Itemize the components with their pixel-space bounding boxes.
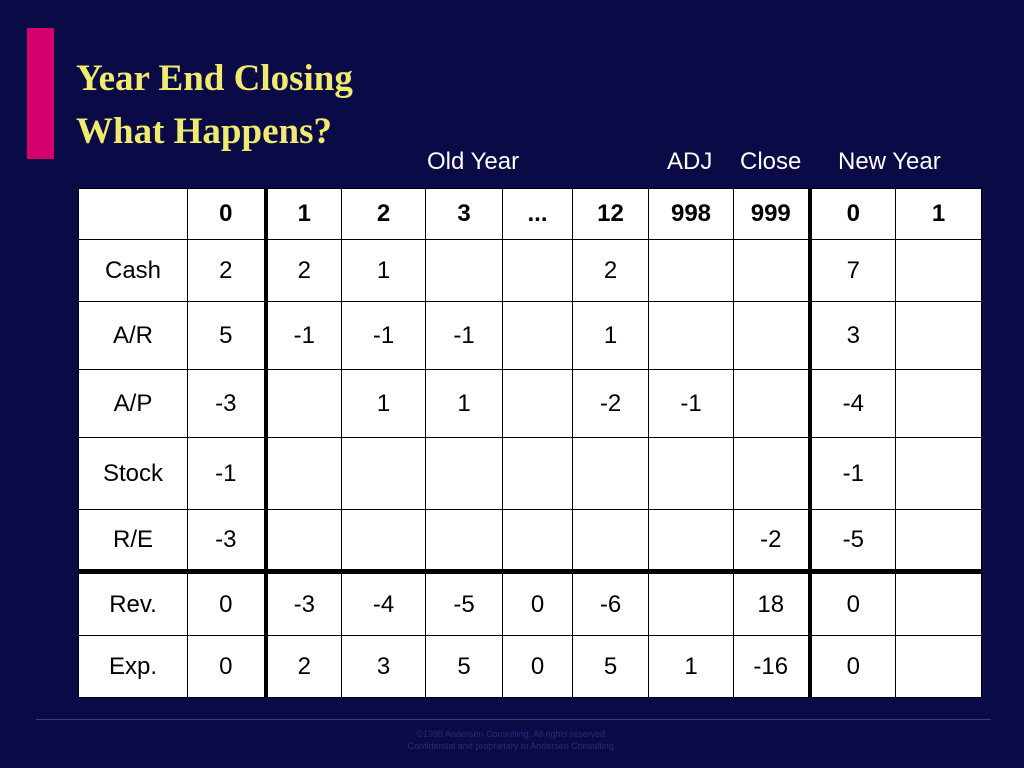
header-cell: 1 bbox=[266, 189, 342, 240]
footer-copyright: ©1998 Andersen Consulting. All rights reserved. bbox=[416, 729, 608, 739]
table-cell: -16 bbox=[734, 636, 810, 698]
table-cell bbox=[649, 572, 734, 636]
close-label: Close bbox=[740, 148, 802, 175]
table-row bbox=[79, 438, 982, 510]
table-cell bbox=[426, 510, 503, 572]
table-cell bbox=[503, 302, 573, 370]
table-cell bbox=[896, 438, 982, 510]
table-cell: -3 bbox=[188, 370, 266, 438]
table-cell: -2 bbox=[573, 370, 649, 438]
table-row bbox=[79, 510, 982, 572]
new-year-label: New Year bbox=[838, 148, 941, 175]
table-cell bbox=[342, 510, 426, 572]
table-cell: -4 bbox=[342, 572, 426, 636]
table-cell: -2 bbox=[734, 510, 810, 572]
table-cell: -4 bbox=[810, 370, 896, 438]
row-label: Exp. bbox=[79, 636, 188, 698]
slide-title bbox=[76, 52, 353, 158]
table-cell: 3 bbox=[342, 636, 426, 698]
table-cell bbox=[734, 370, 810, 438]
row-label: A/R bbox=[79, 302, 188, 370]
table-cell bbox=[649, 240, 734, 302]
row-label: Stock bbox=[79, 438, 188, 510]
table-cell: 1 bbox=[426, 370, 503, 438]
adj-label: ADJ bbox=[667, 148, 713, 175]
accent-bar bbox=[27, 28, 54, 159]
table-cell bbox=[503, 510, 573, 572]
header-cell: 998 bbox=[649, 189, 734, 240]
table-cell bbox=[573, 510, 649, 572]
table-cell: 2 bbox=[573, 240, 649, 302]
table-cell bbox=[896, 302, 982, 370]
table-cell: 5 bbox=[426, 636, 503, 698]
table-cell: 0 bbox=[503, 572, 573, 636]
table-cell: 3 bbox=[810, 302, 896, 370]
row-label: Rev. bbox=[79, 572, 188, 636]
table-cell bbox=[503, 370, 573, 438]
table-cell: 0 bbox=[188, 572, 266, 636]
table-cell bbox=[734, 240, 810, 302]
header-row bbox=[79, 189, 982, 240]
table-cell: -1 bbox=[426, 302, 503, 370]
old-year-label: Old Year bbox=[427, 148, 520, 175]
header-cell bbox=[79, 189, 188, 240]
table-cell: 18 bbox=[734, 572, 810, 636]
table-cell bbox=[342, 438, 426, 510]
table-cell: -1 bbox=[810, 438, 896, 510]
header-cell: 0 bbox=[188, 189, 266, 240]
header-cell: 2 bbox=[342, 189, 426, 240]
table-cell: 1 bbox=[342, 240, 426, 302]
table-cell bbox=[896, 510, 982, 572]
table-cell: -1 bbox=[266, 302, 342, 370]
table-cell: 1 bbox=[573, 302, 649, 370]
table-cell bbox=[649, 510, 734, 572]
header-cell: 3 bbox=[426, 189, 503, 240]
table-cell: 2 bbox=[266, 636, 342, 698]
table-cell bbox=[896, 240, 982, 302]
table-cell: 2 bbox=[266, 240, 342, 302]
header-cell: 1 bbox=[896, 189, 982, 240]
table-cell: -5 bbox=[810, 510, 896, 572]
table-cell: -6 bbox=[573, 572, 649, 636]
table-cell bbox=[503, 438, 573, 510]
table-cell: 1 bbox=[342, 370, 426, 438]
table-cell bbox=[426, 240, 503, 302]
table-cell: 7 bbox=[810, 240, 896, 302]
row-label: R/E bbox=[79, 510, 188, 572]
table-cell: 0 bbox=[503, 636, 573, 698]
table-row bbox=[79, 240, 982, 302]
table-row bbox=[79, 572, 982, 636]
table-cell: -5 bbox=[426, 572, 503, 636]
table-cell: -3 bbox=[266, 572, 342, 636]
table-cell: 1 bbox=[649, 636, 734, 698]
table-cell bbox=[896, 370, 982, 438]
table-cell: 5 bbox=[573, 636, 649, 698]
table-cell bbox=[266, 438, 342, 510]
table-cell: 5 bbox=[188, 302, 266, 370]
header-cell: 0 bbox=[810, 189, 896, 240]
table-cell: 2 bbox=[188, 240, 266, 302]
table-row bbox=[79, 370, 982, 438]
title-line-1: Year End Closing bbox=[76, 58, 353, 99]
table-row bbox=[79, 636, 982, 698]
table-cell bbox=[266, 510, 342, 572]
table-cell: -1 bbox=[188, 438, 266, 510]
header-cell: 12 bbox=[573, 189, 649, 240]
table-cell bbox=[503, 240, 573, 302]
table-cell bbox=[426, 438, 503, 510]
table-cell bbox=[896, 572, 982, 636]
closing-table bbox=[78, 188, 982, 698]
footer-confidential: Confidential and proprietary to Andersen Consulting. bbox=[407, 741, 617, 751]
table-cell: 0 bbox=[188, 636, 266, 698]
table-cell bbox=[266, 370, 342, 438]
header-cell: ... bbox=[503, 189, 573, 240]
table-cell: 0 bbox=[810, 572, 896, 636]
footer-divider bbox=[36, 719, 991, 720]
title-line-2: What Happens? bbox=[76, 111, 332, 152]
table-cell bbox=[649, 438, 734, 510]
table-cell: 0 bbox=[810, 636, 896, 698]
table-cell: -1 bbox=[649, 370, 734, 438]
table-cell bbox=[734, 438, 810, 510]
row-label: Cash bbox=[79, 240, 188, 302]
table-cell bbox=[734, 302, 810, 370]
table-cell: -3 bbox=[188, 510, 266, 572]
row-label: A/P bbox=[79, 370, 188, 438]
table-row bbox=[79, 302, 982, 370]
table-cell bbox=[896, 636, 982, 698]
table-cell bbox=[573, 438, 649, 510]
header-cell: 999 bbox=[734, 189, 810, 240]
footer bbox=[0, 728, 1024, 752]
table-cell bbox=[649, 302, 734, 370]
table-cell: -1 bbox=[342, 302, 426, 370]
